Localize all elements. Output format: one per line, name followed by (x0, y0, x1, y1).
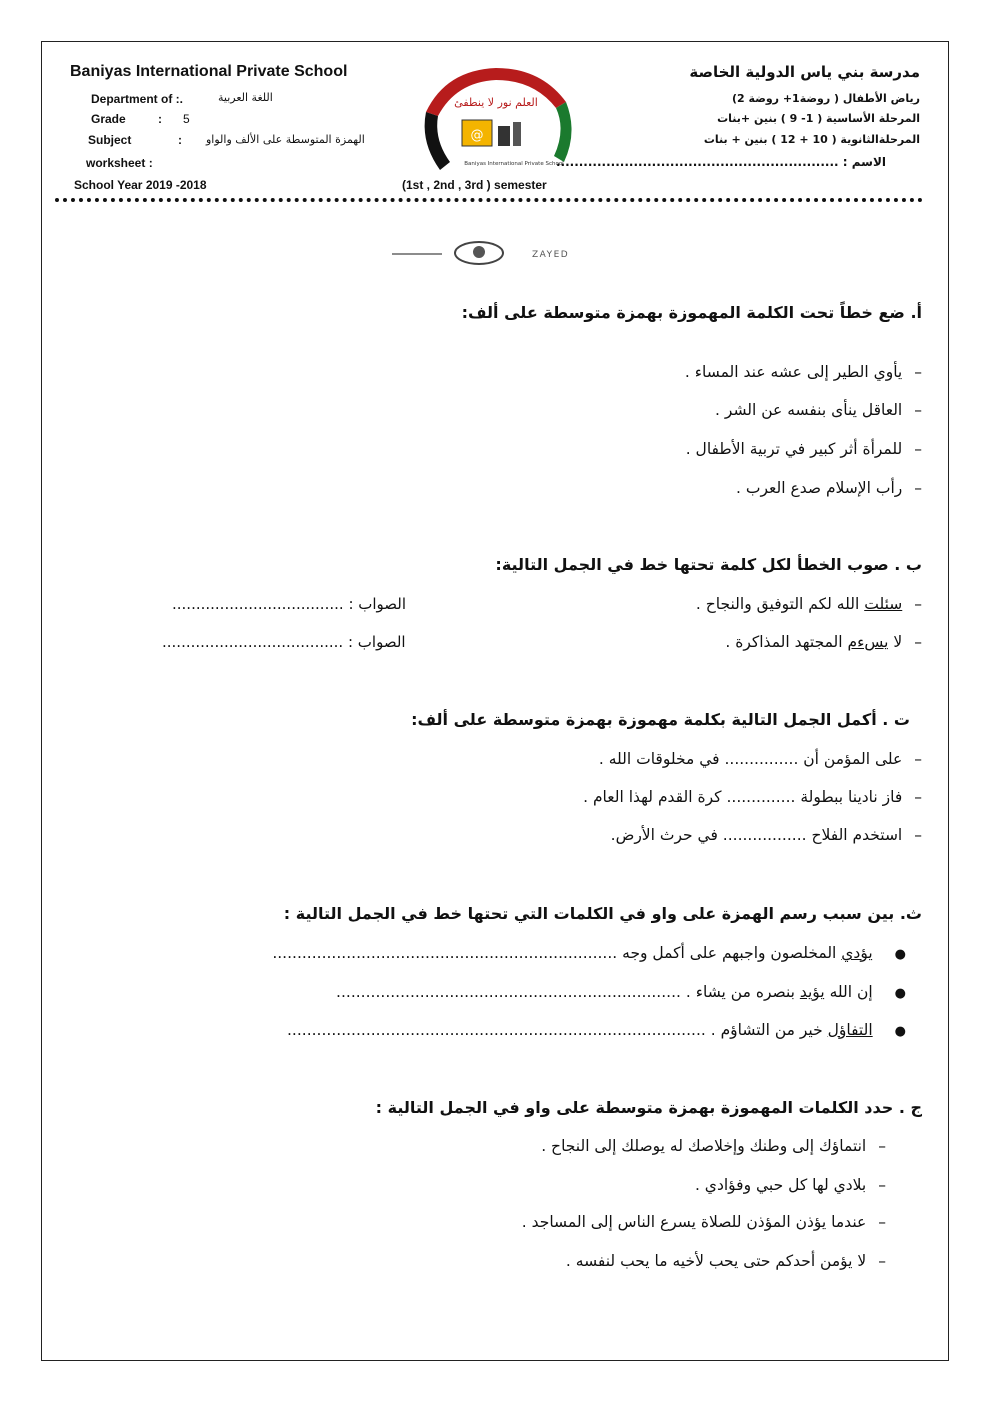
emblem-text: ZAYED (532, 250, 570, 260)
question-th-item: ●إن الله يؤيد بنصره من يشاء . ...................................................................... (336, 983, 906, 1001)
question-th-title: ث. بين سبب رسم الهمزة على واو في الكلمات التي تحتها خط في الجمل التالية : (283, 904, 922, 923)
answer-dots: ..................................................................................... (287, 1021, 706, 1039)
question-j-item: –لا يؤمن أحدكم حتى يحب لأخيه ما يحب لنفسه . (565, 1252, 886, 1270)
logo-motto: العلم نور لا ينطفئ (454, 96, 538, 109)
basic-stage-line: المرحلة الأساسية ( 1- 9 ) بنين +بنات (717, 112, 920, 125)
question-a-item: –للمرأة أثر كبير في تربية الأطفال . (685, 440, 922, 458)
secondary-stage-line: المرحلةالثانوية ( 10 + 12 ) بنين + بنات (703, 133, 920, 146)
question-j-item: –انتماؤك إلى وطنك وإخلاصك له يوصلك إلى النجاح . (541, 1137, 886, 1155)
underlined-word: يسءم (847, 633, 889, 651)
student-name-line: الاسم : .............................................................. (555, 155, 886, 169)
question-t-item: –فاز نادينا ببطولة .............. كرة القدم لهذا العام . (583, 788, 922, 806)
school-name-ar: مدرسة بني ياس الدولية الخاصة (689, 63, 920, 81)
semester: (1st , 2nd , 3rd ) semester (402, 178, 547, 192)
zayed-year-emblem (392, 240, 570, 266)
question-t-title: ت . أكمل الجمل التالية بكلمة مهموزة بهمزة متوسطة على ألف: (411, 710, 910, 729)
department-value: اللغة العربية (218, 91, 273, 104)
question-th-item: ●التفاؤل خير من التشاؤم . ..................................................................................... (287, 1021, 906, 1039)
answer-field[interactable]: الصواب : .................................... (172, 595, 407, 613)
question-t-item: –استخدم الفلاح ................. في حرث الأرض. (610, 826, 922, 844)
question-a-item: –رأب الإسلام صدع العرب . (736, 479, 922, 497)
underlined-word: يؤدي (841, 944, 873, 962)
answer-dots: ...................................................................... (272, 944, 618, 962)
grade-value: 5 (183, 112, 190, 126)
page-frame (41, 41, 949, 1361)
school-year: School Year 2019 -2018 (74, 178, 207, 192)
question-b-title: ب . صوب الخطأ لكل كلمة تحتها خط في الجمل التالية: (495, 555, 922, 574)
question-a-item: –يأوي الطير إلى عشه عند المساء . (684, 363, 922, 381)
subject-label: Subject (88, 133, 132, 147)
logo-name: Baniyas International Private School (464, 161, 564, 167)
underlined-word: سئلت (864, 595, 903, 613)
answer-field[interactable]: الصواب : ...................................... (162, 633, 406, 651)
underlined-word: يؤيد (799, 983, 825, 1001)
department-label: Department of :. (91, 92, 184, 106)
question-t-item: –على المؤمن أن ............... في مخلوقات الله . (598, 750, 922, 768)
grade-label: Grade (91, 112, 126, 126)
school-name-en: Baniyas International Private School (70, 63, 348, 80)
kg-line: رياض الأطفال ( روضة1+ روضة 2) (732, 92, 920, 105)
question-b-item: –لا يسءم المجتهد المذاكرة . (725, 633, 922, 651)
grade-colon: : (158, 112, 162, 126)
question-j-item: –بلادي لها كل حبي وفؤادي . (694, 1176, 886, 1194)
question-j-item: –عندما يؤذن المؤذن للصلاة يسرع الناس إلى المساجد . (521, 1213, 886, 1231)
worksheet-label: worksheet : (86, 156, 153, 170)
underlined-word: التفاؤل (827, 1021, 873, 1039)
question-th-item: ●يؤدي المخلصون واجبهم على أكمل وجه ...................................................................... (272, 944, 906, 962)
question-a-item: –العاقل ينأى بنفسه عن الشر . (715, 401, 922, 419)
question-j-title: ج . حدد الكلمات المهموزة بهمزة متوسطة على واو في الجمل التالية : (375, 1098, 922, 1117)
school-logo (416, 62, 576, 180)
subject-value: الهمزة المتوسطة على الألف والواو (206, 133, 365, 146)
question-b-item: –سئلت الله لكم التوفيق والنجاح . (695, 595, 922, 613)
header-separator (55, 198, 923, 202)
svg-text:@: @ (470, 128, 484, 143)
subject-colon: : (178, 133, 182, 147)
question-a-title: أ. ضع خطاً تحت الكلمة المهموزة بهمزة متوسطة على ألف: (461, 303, 922, 322)
answer-dots: ...................................................................... (336, 983, 681, 1001)
